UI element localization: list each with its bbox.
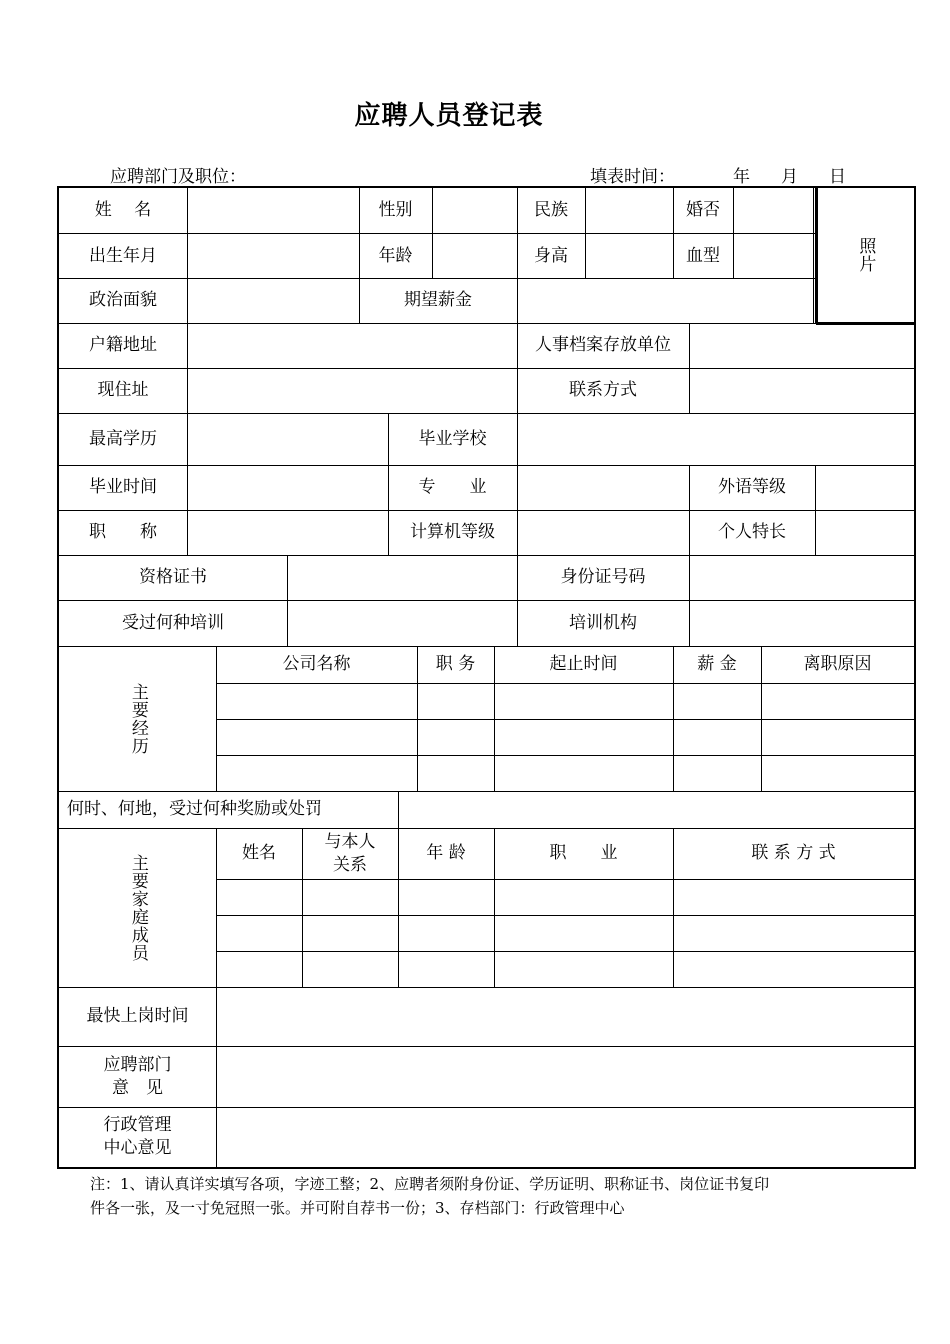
skills-label: 个人特长: [718, 522, 786, 543]
admin-opinion-field[interactable]: [216, 1107, 914, 1167]
ethnicity-field[interactable]: [585, 188, 673, 233]
marital-field[interactable]: [733, 188, 813, 233]
awards-field[interactable]: [398, 791, 914, 828]
form-footnote: [90, 1172, 870, 1221]
family-row[interactable]: [216, 915, 914, 951]
id-number-label: 身份证号码: [560, 567, 646, 588]
admin-opinion-label-line2: 中心意见: [103, 1138, 172, 1158]
name-label: 姓 名: [94, 200, 152, 221]
exp-header-position: 职 务: [435, 654, 476, 675]
name-field[interactable]: [187, 188, 359, 233]
family-header-age: 年 龄: [426, 843, 466, 864]
dept-opinion-label: [59, 1046, 216, 1107]
start-date-field[interactable]: [216, 987, 914, 1046]
dept-position-label: 应聘部门及职位：: [110, 167, 246, 187]
dept-opinion-label-line1: 应聘部门: [103, 1054, 172, 1075]
education-label: 最高学历: [89, 428, 157, 449]
experience-row[interactable]: [216, 719, 914, 755]
month-label: 月: [781, 167, 798, 187]
exp-header-reason: 离职原因: [803, 654, 872, 675]
language-label: 外语等级: [718, 477, 786, 498]
politics-field[interactable]: [187, 278, 359, 323]
blood-field[interactable]: [733, 235, 813, 278]
archive-label: 人事档案存放单位: [535, 335, 671, 356]
family-header-contact: 联 系 方 式: [751, 843, 836, 864]
age-label: 年龄: [378, 246, 413, 267]
start-date-label: 最快上岗时间: [86, 1006, 189, 1027]
title-rank-label: 职 称: [89, 522, 157, 543]
hukou-field[interactable]: [187, 323, 517, 368]
gender-field[interactable]: [432, 188, 517, 233]
training-field[interactable]: [287, 600, 517, 646]
family-header-name: 姓名: [242, 843, 276, 864]
training-org-label: 培训机构: [569, 612, 637, 633]
id-number-field[interactable]: [689, 555, 914, 600]
experience-row[interactable]: [216, 755, 914, 791]
marital-label: 婚否: [686, 200, 720, 221]
training-org-field[interactable]: [689, 600, 914, 646]
experience-section-label: 主要经历: [127, 682, 148, 755]
footnote-line-1: 注：1、请认真详实填写各项，字迹工整；2、应聘者须附身份证、学历证明、职称证书、岗位证书复印: [90, 1175, 770, 1193]
grid-line-horizontal: [59, 233, 816, 234]
certificate-field[interactable]: [287, 555, 517, 600]
exp-header-salary: 薪 金: [697, 654, 737, 675]
family-row[interactable]: [216, 951, 914, 987]
politics-label: 政治面貌: [89, 290, 157, 311]
photo-placeholder[interactable]: 照片: [855, 237, 876, 273]
archive-field[interactable]: [689, 323, 914, 368]
admin-opinion-label-line1: 行政管理: [103, 1115, 172, 1136]
contact-label: 联系方式: [569, 380, 637, 401]
language-field[interactable]: [815, 465, 914, 510]
computer-label: 计算机等级: [410, 522, 495, 543]
major-field[interactable]: [517, 465, 689, 510]
major-label: 专 业: [418, 477, 487, 498]
address-field[interactable]: [187, 368, 517, 413]
exp-header-period: 起止时间: [549, 654, 618, 675]
skills-field[interactable]: [815, 510, 914, 555]
family-section-label: 主要家庭成员: [127, 853, 148, 962]
fill-date-label: 填表时间：: [590, 167, 675, 187]
training-label: 受过何种培训: [122, 612, 224, 633]
age-field[interactable]: [432, 235, 517, 278]
birth-field[interactable]: [187, 235, 359, 278]
admin-opinion-label: [59, 1107, 216, 1167]
form-title: 应聘人员登记表: [354, 101, 544, 131]
school-label: 毕业学校: [418, 428, 487, 449]
height-field[interactable]: [585, 235, 673, 278]
certificate-label: 资格证书: [139, 567, 207, 588]
hukou-label: 户籍地址: [89, 335, 157, 356]
ethnicity-label: 民族: [534, 200, 568, 221]
salary-field[interactable]: [517, 278, 813, 323]
school-field[interactable]: [517, 413, 914, 465]
exp-header-company: 公司名称: [282, 654, 351, 675]
awards-label: 何时、何地，受过何种奖励或处罚: [67, 799, 322, 820]
salary-label: 期望薪金: [404, 290, 472, 311]
education-field[interactable]: [187, 413, 388, 465]
grad-time-label: 毕业时间: [89, 477, 157, 498]
day-label: 日: [829, 167, 846, 187]
computer-field[interactable]: [517, 510, 689, 555]
grad-time-field[interactable]: [187, 465, 388, 510]
experience-row[interactable]: [216, 683, 914, 719]
family-header-relation: 与本人关系: [324, 831, 376, 875]
birth-label: 出生年月: [89, 246, 157, 267]
dept-opinion-label-line2: 意 见: [112, 1077, 163, 1098]
dept-opinion-field[interactable]: [216, 1046, 914, 1107]
height-label: 身高: [534, 246, 568, 267]
grid-line-vertical: [813, 188, 814, 323]
address-label: 现住址: [97, 380, 149, 401]
family-header-occupation: 职 业: [549, 843, 618, 864]
footnote-line-2: 件各一张，及一寸免冠照一张。并可附自荐书一份；3、存档部门：行政管理中心: [90, 1199, 625, 1218]
year-label: 年: [733, 167, 750, 187]
gender-label: 性别: [378, 200, 413, 221]
contact-field[interactable]: [689, 368, 914, 413]
blood-label: 血型: [686, 246, 720, 267]
title-rank-field[interactable]: [187, 510, 388, 555]
family-row[interactable]: [216, 879, 914, 915]
